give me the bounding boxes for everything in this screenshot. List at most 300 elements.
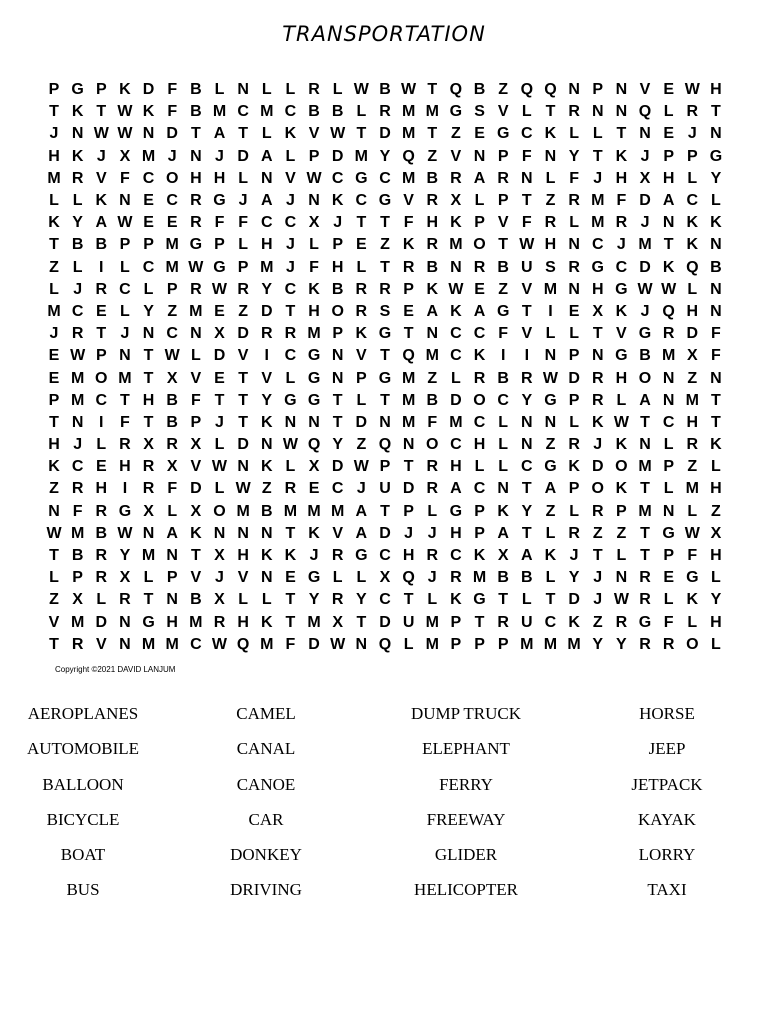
grid-letter: R <box>426 236 439 254</box>
grid-letter: W <box>542 369 558 387</box>
grid-letter: K <box>260 458 273 476</box>
grid-letter: D <box>237 325 249 343</box>
grid-letter: Y <box>355 591 367 609</box>
grid-letter: T <box>521 480 532 498</box>
grid-letter: L <box>569 214 579 232</box>
grid-letter: I <box>548 302 553 320</box>
grid-letter: N <box>544 413 557 431</box>
grid-letter: L <box>285 81 296 99</box>
grid-letter: F <box>687 547 698 565</box>
grid-row <box>43 501 727 523</box>
grid-row <box>43 301 727 323</box>
grid-letter: T <box>49 547 59 565</box>
grid-letter: R <box>284 480 297 498</box>
word-list-item: HELICOPTER <box>414 880 518 900</box>
grid-letter: D <box>355 413 368 431</box>
grid-letter: D <box>379 613 391 631</box>
grid-letter: V <box>190 458 202 476</box>
grid-letter: I <box>264 347 269 365</box>
grid-letter: P <box>95 81 107 99</box>
grid-letter: C <box>591 236 604 254</box>
grid-letter: F <box>309 258 319 276</box>
grid-row <box>43 567 727 589</box>
grid-letter: V <box>521 280 533 298</box>
grid-letter: S <box>474 103 485 121</box>
grid-letter: E <box>403 302 414 320</box>
grid-letter: L <box>356 258 367 276</box>
grid-letter: V <box>639 81 651 99</box>
grid-letter: C <box>142 169 155 187</box>
grid-letter: T <box>238 391 249 409</box>
letter-grid <box>43 79 727 656</box>
grid-letter: J <box>215 147 224 165</box>
grid-letter: W <box>353 81 369 99</box>
grid-letter: T <box>285 613 296 631</box>
grid-letter: B <box>260 502 273 520</box>
grid-letter: V <box>285 169 296 187</box>
grid-letter: J <box>309 547 319 565</box>
grid-letter: R <box>497 613 509 631</box>
grid-letter: Y <box>568 569 580 587</box>
grid-letter: N <box>48 502 60 520</box>
grid-letter: T <box>143 369 154 387</box>
grid-letter: M <box>212 103 227 121</box>
grid-letter: L <box>687 280 698 298</box>
grid-letter: T <box>238 413 249 431</box>
grid-letter: D <box>237 147 249 165</box>
grid-letter: U <box>379 480 391 498</box>
grid-letter: M <box>260 258 274 276</box>
grid-letter: Q <box>638 103 652 121</box>
grid-letter: D <box>331 147 344 165</box>
grid-letter: F <box>167 81 178 99</box>
grid-letter: R <box>142 458 155 476</box>
grid-letter: D <box>379 125 391 143</box>
grid-letter: O <box>615 458 628 476</box>
grid-letter: T <box>143 347 154 365</box>
grid-letter: L <box>214 81 225 99</box>
grid-letter: M <box>307 502 321 520</box>
grid-letter: R <box>615 613 628 631</box>
grid-letter: C <box>284 280 297 298</box>
grid-letter: H <box>686 413 699 431</box>
grid-letter: L <box>167 502 178 520</box>
grid-row <box>43 478 727 500</box>
grid-letter: E <box>568 302 580 320</box>
grid-letter: N <box>190 325 202 343</box>
grid-letter: G <box>662 524 675 542</box>
grid-letter: G <box>307 347 321 365</box>
grid-letter: T <box>332 413 343 431</box>
grid-letter: Q <box>378 635 392 653</box>
grid-letter: I <box>122 480 128 498</box>
grid-letter: L <box>285 458 296 476</box>
grid-letter: K <box>71 103 84 121</box>
grid-letter: J <box>73 436 83 454</box>
grid-letter: D <box>686 325 699 343</box>
grid-letter: R <box>473 369 486 387</box>
grid-letter: P <box>332 236 344 254</box>
grid-letter: J <box>356 480 366 498</box>
grid-letter: C <box>119 280 131 298</box>
grid-letter: L <box>498 436 509 454</box>
word-list-item: KAYAK <box>638 809 696 829</box>
grid-letter: X <box>143 436 154 454</box>
grid-letter: R <box>71 169 84 187</box>
grid-letter: X <box>308 458 320 476</box>
grid-letter: L <box>143 569 154 587</box>
grid-letter: D <box>213 347 226 365</box>
grid-letter: Z <box>545 192 556 210</box>
grid-letter: C <box>379 169 391 187</box>
grid-letter: L <box>474 192 485 210</box>
grid-letter: H <box>473 436 486 454</box>
grid-letter: A <box>355 502 368 520</box>
grid-letter: P <box>143 236 154 254</box>
grid-letter: V <box>450 147 462 165</box>
grid-letter: O <box>473 236 486 254</box>
word-list-item: JEEP <box>648 739 686 759</box>
word-list-item: DRIVING <box>230 880 302 900</box>
grid-letter: L <box>711 458 721 476</box>
grid-letter: M <box>472 569 487 587</box>
grid-letter: T <box>663 236 674 254</box>
grid-letter: C <box>71 458 84 476</box>
grid-letter: G <box>615 280 628 298</box>
grid-row <box>43 390 727 412</box>
grid-letter: P <box>450 613 462 631</box>
grid-letter: W <box>684 524 700 542</box>
grid-letter: L <box>261 125 272 143</box>
grid-letter: G <box>544 391 557 409</box>
grid-letter: U <box>521 258 533 276</box>
grid-letter: L <box>238 169 249 187</box>
grid-letter: T <box>238 125 249 143</box>
grid-letter: J <box>427 524 437 542</box>
word-list-item: GLIDER <box>434 845 498 865</box>
grid-letter: M <box>449 236 463 254</box>
grid-letter: Z <box>380 236 390 254</box>
grid-letter: P <box>497 147 509 165</box>
grid-letter: Y <box>332 436 344 454</box>
grid-letter: K <box>260 613 273 631</box>
grid-letter: R <box>568 103 580 121</box>
grid-letter: B <box>71 236 84 254</box>
grid-letter: X <box>592 302 604 320</box>
word-list-item: DUMP TRUCK <box>410 704 522 723</box>
word-list-item: CANOE <box>236 774 296 794</box>
grid-letter: F <box>498 325 509 343</box>
grid-letter: B <box>331 103 344 121</box>
grid-letter: M <box>354 147 368 165</box>
grid-letter: M <box>401 391 416 409</box>
grid-letter: H <box>710 613 722 631</box>
grid-letter: H <box>213 169 226 187</box>
grid-letter: D <box>639 192 651 210</box>
grid-letter: B <box>473 81 486 99</box>
grid-letter: C <box>615 258 628 276</box>
grid-letter: K <box>308 524 320 542</box>
grid-letter: H <box>450 524 462 542</box>
grid-letter: L <box>451 369 461 387</box>
grid-letter: C <box>331 480 344 498</box>
grid-letter: Q <box>402 569 415 587</box>
grid-letter: D <box>260 302 273 320</box>
grid-letter: K <box>615 302 628 320</box>
grid-letter: G <box>355 547 368 565</box>
grid-letter: N <box>591 347 604 365</box>
grid-letter: L <box>238 236 249 254</box>
grid-letter: Z <box>49 258 59 276</box>
grid-letter: P <box>497 192 509 210</box>
grid-letter: W <box>306 169 322 187</box>
grid-row <box>43 523 727 545</box>
grid-letter: N <box>119 192 131 210</box>
grid-letter: H <box>48 436 60 454</box>
grid-letter: E <box>663 569 674 587</box>
grid-letter: D <box>237 436 249 454</box>
grid-letter: Z <box>545 436 556 454</box>
grid-letter: N <box>615 569 628 587</box>
grid-letter: X <box>119 147 131 165</box>
grid-letter: D <box>166 125 178 143</box>
grid-letter: N <box>615 81 628 99</box>
grid-letter: E <box>663 81 674 99</box>
grid-letter: X <box>308 214 320 232</box>
grid-letter: L <box>49 280 59 298</box>
grid-letter: P <box>616 502 627 520</box>
grid-letter: L <box>663 436 674 454</box>
grid-letter: X <box>72 591 83 609</box>
grid-letter: H <box>237 613 249 631</box>
grid-letter: Q <box>449 81 463 99</box>
grid-letter: R <box>544 214 557 232</box>
grid-letter: B <box>190 103 202 121</box>
grid-letter: N <box>71 125 84 143</box>
grid-letter: R <box>591 369 604 387</box>
grid-letter: A <box>473 169 486 187</box>
grid-letter: C <box>379 591 391 609</box>
grid-letter: N <box>615 103 628 121</box>
grid-letter: S <box>545 258 556 276</box>
grid-letter: L <box>49 569 59 587</box>
grid-letter: W <box>46 524 62 542</box>
grid-letter: T <box>403 325 414 343</box>
grid-letter: M <box>70 369 85 387</box>
grid-letter: J <box>404 524 414 542</box>
grid-letter: G <box>449 502 463 520</box>
grid-letter: T <box>521 524 532 542</box>
grid-letter: N <box>497 480 509 498</box>
grid-letter: E <box>474 125 485 143</box>
grid-letter: T <box>285 302 296 320</box>
grid-letter: O <box>331 302 344 320</box>
grid-letter: R <box>119 591 131 609</box>
grid-letter: K <box>710 436 722 454</box>
grid-letter: R <box>450 169 462 187</box>
grid-letter: R <box>521 369 533 387</box>
grid-letter: I <box>524 347 530 365</box>
grid-letter: T <box>403 458 414 476</box>
grid-letter: P <box>72 569 83 587</box>
grid-letter: Z <box>498 280 509 298</box>
grid-letter: D <box>639 258 651 276</box>
grid-letter: M <box>141 147 156 165</box>
grid-letter: E <box>355 236 367 254</box>
grid-letter: M <box>165 635 179 653</box>
grid-letter: K <box>662 258 675 276</box>
grid-row <box>43 190 727 212</box>
grid-letter: F <box>663 613 674 631</box>
grid-letter: L <box>427 502 438 520</box>
grid-letter: Z <box>592 613 603 631</box>
grid-letter: C <box>284 214 297 232</box>
grid-letter: L <box>72 192 83 210</box>
grid-letter: T <box>143 413 154 431</box>
word-list-item: CANAL <box>236 739 296 759</box>
grid-letter: J <box>616 236 626 254</box>
grid-letter: K <box>426 280 439 298</box>
grid-letter: L <box>403 635 414 653</box>
grid-letter: M <box>425 103 439 121</box>
grid-letter: X <box>214 325 225 343</box>
grid-letter: L <box>687 169 698 187</box>
grid-letter: E <box>166 214 178 232</box>
grid-letter: T <box>143 591 154 609</box>
grid-letter: R <box>426 547 439 565</box>
grid-letter: I <box>500 347 506 365</box>
grid-letter: L <box>569 413 579 431</box>
grid-letter: R <box>331 547 344 565</box>
grid-letter: J <box>285 258 295 276</box>
grid-letter: F <box>711 347 721 365</box>
grid-letter: X <box>190 502 202 520</box>
grid-letter: D <box>568 591 580 609</box>
grid-letter: W <box>330 635 346 653</box>
grid-row <box>43 279 727 301</box>
grid-letter: Z <box>592 524 603 542</box>
grid-letter: A <box>473 302 486 320</box>
grid-letter: M <box>520 635 534 653</box>
grid-letter: K <box>308 280 320 298</box>
grid-row <box>43 212 727 234</box>
grid-letter: F <box>214 214 225 232</box>
grid-letter: K <box>497 502 509 520</box>
grid-letter: K <box>260 547 273 565</box>
grid-letter: J <box>593 591 603 609</box>
grid-letter: W <box>211 458 228 476</box>
grid-letter: L <box>569 502 579 520</box>
grid-letter: T <box>427 125 438 143</box>
grid-letter: H <box>710 547 722 565</box>
grid-letter: N <box>119 635 131 653</box>
grid-letter: Z <box>356 436 367 454</box>
grid-letter: H <box>591 280 604 298</box>
grid-letter: R <box>119 436 131 454</box>
grid-letter: Q <box>686 258 699 276</box>
grid-letter: R <box>568 192 580 210</box>
grid-letter: Z <box>427 147 438 165</box>
grid-letter: P <box>474 524 485 542</box>
grid-letter: K <box>591 413 604 431</box>
grid-letter: C <box>450 325 462 343</box>
grid-letter: G <box>496 125 510 143</box>
grid-letter: E <box>143 192 154 210</box>
grid-letter: P <box>190 413 202 431</box>
grid-letter: N <box>71 413 84 431</box>
grid-letter: X <box>450 192 462 210</box>
grid-letter: T <box>545 103 556 121</box>
grid-letter: P <box>48 391 60 409</box>
grid-letter: W <box>164 347 180 365</box>
grid-letter: K <box>48 458 60 476</box>
grid-letter: M <box>260 635 274 653</box>
grid-letter: G <box>544 458 557 476</box>
grid-letter: X <box>190 436 202 454</box>
grid-letter: G <box>142 613 155 631</box>
word-list-item: BICYCLE <box>46 809 120 829</box>
grid-letter: N <box>331 347 344 365</box>
grid-letter: E <box>308 480 320 498</box>
grid-letter: T <box>403 591 414 609</box>
grid-letter: V <box>497 103 509 121</box>
grid-letter: H <box>142 391 155 409</box>
grid-letter: V <box>190 369 202 387</box>
word-list-item: BUS <box>66 880 100 900</box>
grid-row <box>43 634 727 656</box>
grid-letter: M <box>638 236 652 254</box>
grid-letter: N <box>568 81 580 99</box>
grid-row <box>43 412 727 434</box>
grid-letter: R <box>591 502 604 520</box>
grid-letter: J <box>427 569 437 587</box>
grid-letter: D <box>190 480 202 498</box>
grid-letter: H <box>48 147 60 165</box>
grid-letter: N <box>142 325 155 343</box>
grid-letter: J <box>49 125 59 143</box>
word-list <box>0 704 768 916</box>
grid-letter: M <box>260 103 274 121</box>
grid-row <box>43 323 727 345</box>
word-list-item: CAMEL <box>236 704 296 723</box>
grid-letter: W <box>117 125 133 143</box>
grid-letter: K <box>142 103 155 121</box>
grid-letter: T <box>356 125 367 143</box>
grid-letter: B <box>497 369 509 387</box>
grid-letter: A <box>355 524 368 542</box>
grid-letter: K <box>544 547 557 565</box>
grid-letter: V <box>95 169 107 187</box>
grid-letter: N <box>119 613 131 631</box>
grid-letter: R <box>71 325 84 343</box>
grid-letter: D <box>568 369 580 387</box>
grid-letter: T <box>474 613 485 631</box>
grid-letter: B <box>639 347 651 365</box>
grid-letter: T <box>214 391 225 409</box>
grid-letter: R <box>379 103 391 121</box>
grid-letter: V <box>261 369 273 387</box>
grid-letter: J <box>120 325 130 343</box>
grid-letter: L <box>616 391 627 409</box>
grid-letter: L <box>332 569 343 587</box>
grid-row <box>43 101 727 123</box>
grid-letter: N <box>379 413 391 431</box>
grid-letter: P <box>95 347 107 365</box>
grid-letter: Z <box>545 502 556 520</box>
grid-letter: N <box>662 391 675 409</box>
grid-letter: L <box>663 480 674 498</box>
grid-letter: K <box>686 236 699 254</box>
